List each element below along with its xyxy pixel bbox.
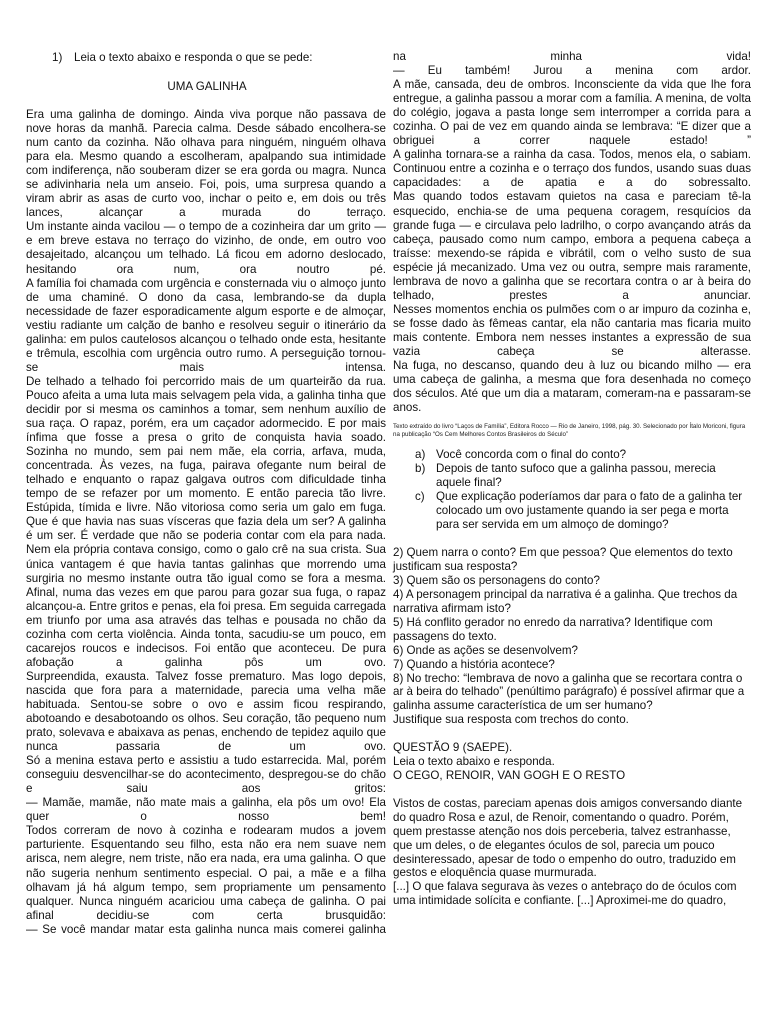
question-text: Depois de tanto sufoco que a galinha passou, merecia aquele final? bbox=[436, 462, 716, 490]
story-paragraph: Nesses momentos enchia os pulmões com o ar impuro da cozinha e, se fosse dado às fêmeas cantar, ela não cantaria mas ficaria muito mais contente. Embora nem nesses instantes a expressão de sua vazia cabeça se alterasse. bbox=[393, 302, 751, 358]
story-paragraph: na minha vida! bbox=[393, 50, 751, 63]
story-paragraph: Mas quando todos estavam quietos na casa e pareciam tê-la esquecido, enchia-se de uma pequena coragem, resquícios da grande fuga — e circulava pelo ladrilho, o corpo avançando atrás da cabeça, pausado como num campo, embora a pequena cabeça a traísse: mexendo-se rápida e vibrátil, com o velho susto de sua espécie já mecanizado. Uma vez ou outra, sempre mais raramente, lembrava de novo a galinha que se recortara contra o ar à beira do telhado, prestes a anunciar. bbox=[393, 190, 751, 302]
spacer bbox=[393, 727, 751, 741]
spacer bbox=[393, 532, 751, 546]
question-9-heading: QUESTÃO 9 (SAEPE). bbox=[393, 741, 513, 755]
question-9-paragraph: [...] O que falava segurava às vezes o antebraço do de óculos com uma intimidade solícita e confiante. [...] Aproximei-me do quadro, bbox=[393, 880, 737, 908]
question-1-text: Leia o texto abaixo e responda o que se pede: bbox=[74, 51, 313, 64]
source-footnote: Texto extraído do livro “Laços de Família”, Editora Rocco — Rio de Janeiro, 1998, pág. 30. Selecionado por Ítalo Moriconi, figura na publicação “Os Cem Melhores Contos Brasileiros do Século” bbox=[393, 423, 746, 438]
question-item bbox=[393, 490, 751, 532]
question-item: 5) Há conflito gerador no enredo da narrativa? Identifique com passagens do texto. bbox=[393, 615, 713, 643]
opinion-questions bbox=[393, 448, 751, 532]
question-item: 7) Quando a história acontece? bbox=[393, 657, 555, 671]
question-item: Justifique sua resposta com trechos do conto. bbox=[393, 713, 629, 727]
story-paragraph: Só a menina estava perto e assistiu a tudo estarrecida. Mal, porém conseguiu desvencilhar-se do acontecimento, despregou-se do chão e saiu aos gritos: bbox=[26, 754, 386, 796]
story-column-right bbox=[393, 50, 751, 908]
question-item: 2) Quem narra o conto? Em que pessoa? Que elementos do texto justificam sua resposta? bbox=[393, 546, 733, 574]
question-item: 3) Quem são os personagens do conto? bbox=[393, 574, 600, 588]
story-paragraph: A galinha tornara-se a rainha da casa. Todos, menos ela, o sabiam. Continuou entre a cozinha e o terraço dos fundos, usando suas duas capacidades: a de apatia e a do sobressalto. bbox=[393, 148, 751, 190]
story-paragraph: Era uma galinha de domingo. Ainda viva porque não passava de nove horas da manhã. Parecia calma. Desde sábado encolhera-se num canto da cozinha. Não olhava para ninguém, ninguém olhava para ela. Mesmo quando a escolheram, apalpando sua intimidade com indiferença, não souberam dizer se era gorda ou magra. Nunca se adivinharia nela um anseio. Foi, pois, uma surpresa quando a viram abrir as asas de curto voo, inchar o peito e, em dois ou três lances, alcançar a murada do terraço. bbox=[26, 108, 386, 220]
question-9-title: O CEGO, RENOIR, VAN GOGH E O RESTO bbox=[393, 769, 626, 782]
question-item bbox=[393, 448, 751, 462]
story-paragraph: De telhado a telhado foi percorrido mais de um quarteirão da rua. Pouco afeita a uma luta mais selvagem pela vida, a galinha tinha que decidir por si mesma os caminhos a tomar, sem nenhum auxílio de sua raça. O rapaz, porém, era um caçador adormecido. E por mais ínfima que fosse a presa o grito de conquista havia soado. bbox=[26, 374, 386, 445]
question-9-paragraph: Vistos de costas, pareciam apenas dois amigos conversando diante do quadro Rosa e azul, de Renoir, comentando o quadro. Porém, quem prestasse atenção nos dois perceberia, talvez estranhasse, que um deles, o de elegantes óculos de sol, parecia um pouco desinteressado, apesar de todo o empenho do outro, traduzido em gestos e eloquência quase murmurada. bbox=[393, 796, 743, 880]
story-paragraph: Na fuga, no descanso, quando deu à luz ou bicando milho — era uma cabeça de galinha, a mesma que fora desenhada no começo dos séculos. Até que um dia a mataram, comeram-na e passaram-se anos. bbox=[393, 359, 751, 415]
story-column-left bbox=[26, 108, 386, 937]
story-paragraph: A mãe, cansada, deu de ombros. Inconsciente da vida que lhe fora entregue, a galinha passou a morar com a família. A menina, de volta do colégio, jogava a pasta longe sem interromper a corrida para a cozinha. O pai de vez em quando ainda se lembrava: “E dizer que a obriguei a correr naquele estado! ” bbox=[393, 78, 751, 148]
story-paragraph: — Eu também! Jurou a menina com ardor. bbox=[393, 64, 751, 78]
story-paragraph: Sozinha no mundo, sem pai nem mãe, ela corria, arfava, muda, concentrada. Às vezes, na fuga, pairava ofegante num beiral de telhado e enquanto o rapaz galgava outros com dificuldade tinha tempo de se refazer por um momento. E então parecia tão livre. bbox=[26, 445, 386, 501]
story-paragraph: — Mamãe, mamãe, não mate mais a galinha, ela pôs um ovo! Ela quer o nosso bem! bbox=[26, 796, 386, 824]
story-paragraph: — Se você mandar matar esta galinha nunca mais comerei galinha bbox=[26, 922, 386, 936]
question-mark: a) bbox=[415, 448, 426, 462]
question-text: Você concorda com o final do conto? bbox=[436, 448, 627, 462]
question-item: 8) No trecho: “lembrava de novo a galinha que se recortara contra o ar à beira do telhado” (penúltimo parágrafo) é possível afirmar que a galinha assume característica de um ser humano? bbox=[393, 671, 745, 713]
story-paragraph: Nem ela própria contava consigo, como o galo crê na sua crista. Sua única vantagem é que havia tantas galinhas que morrendo uma surgiria no mesmo instante outra tão igual como se fora a mesma. bbox=[26, 543, 386, 585]
question-9-instruction: Leia o texto abaixo e responda. bbox=[393, 755, 555, 769]
question-item bbox=[393, 462, 751, 490]
story-paragraph: Surpreendida, exausta. Talvez fosse prematuro. Mas logo depois, nascida que fora para a maternidade, parecia uma velha mãe habituada. Sentou-se sobre o ovo e assim ficou respirando, abotoando e desabotoando os olhos. Seu coração, tão pequeno num prato, solevava e abaixava as penas, enchendo de tepidez aquilo que nunca passaria de um ovo. bbox=[26, 669, 386, 754]
question-9 bbox=[393, 741, 751, 908]
question-1-number: 1) bbox=[52, 51, 63, 64]
story-paragraph: Afinal, numa das vezes em que parou para gozar sua fuga, o rapaz alcançou-a. Entre gritos e penas, ela foi presa. Em seguida carregada em triunfo por uma asa através das telhas e pousada no chão da cozinha com certa violência. Ainda tonta, sacudiu-se um pouco, em cacarejos roucos e indecisos. Foi então que aconteceu. De pura afobação a galinha pôs um ovo. bbox=[26, 585, 386, 669]
question-1-prompt bbox=[52, 51, 313, 64]
story-paragraph: Um instante ainda vacilou — o tempo de a cozinheira dar um grito — e em breve estava no terraço do vizinho, de onde, em outro voo desajeitado, alcançou um telhado. Lá ficou em adorno deslocado, hesitando ora num, ora noutro pé. bbox=[26, 220, 386, 276]
question-mark: b) bbox=[415, 462, 426, 476]
story-paragraph: Todos correram de novo à cozinha e rodearam mudos a jovem parturiente. Esquentando seu filho, esta não era nem suave nem arisca, nem alegre, nem triste, não era nada, era uma galinha. O que não sugeria nenhum sentimento especial. O pai, a mãe e a filha olhavam já há algum tempo, sem propriamente um pensamento qualquer. Nunca ninguém acariciou uma cabeça de galinha. O pai afinal decidiu-se com certa brusquidão: bbox=[26, 824, 386, 922]
question-mark: c) bbox=[415, 490, 425, 504]
numbered-questions bbox=[393, 546, 751, 727]
question-item: 4) A personagem principal da narrativa é a galinha. Que trechos da narrativa afirmam isto? bbox=[393, 588, 738, 616]
story-paragraph: A família foi chamada com urgência e consternada viu o almoço junto de uma chaminé. O dono da casa, lembrando-se da dupla necessidade de fazer esporadicamente algum esporte e de almoçar, vestiu radiante um calção de banho e resolveu seguir o itinerário da galinha: em pulos cautelosos alcançou o telhado onde esta, hesitante e trêmula, escolhia com urgência outro rumo. A perseguição tornou-se mais intensa. bbox=[26, 276, 386, 374]
question-item: 6) Onde as ações se desenvolvem? bbox=[393, 643, 578, 657]
story-title: UMA GALINHA bbox=[167, 80, 247, 93]
story-paragraph: Estúpida, tímida e livre. Não vitoriosa como seria um galo em fuga. Que é que havia nas suas vísceras que fazia dela um ser? A galinha é um ser. É verdade que não se poderia contar com ela para nada. bbox=[26, 501, 386, 543]
spacer bbox=[393, 783, 751, 797]
question-text: Que explicação poderíamos dar para o fato de a galinha ter colocado um ovo justamente quando ia ser pega e morta para ser servida em um almoço de domingo? bbox=[436, 490, 743, 532]
